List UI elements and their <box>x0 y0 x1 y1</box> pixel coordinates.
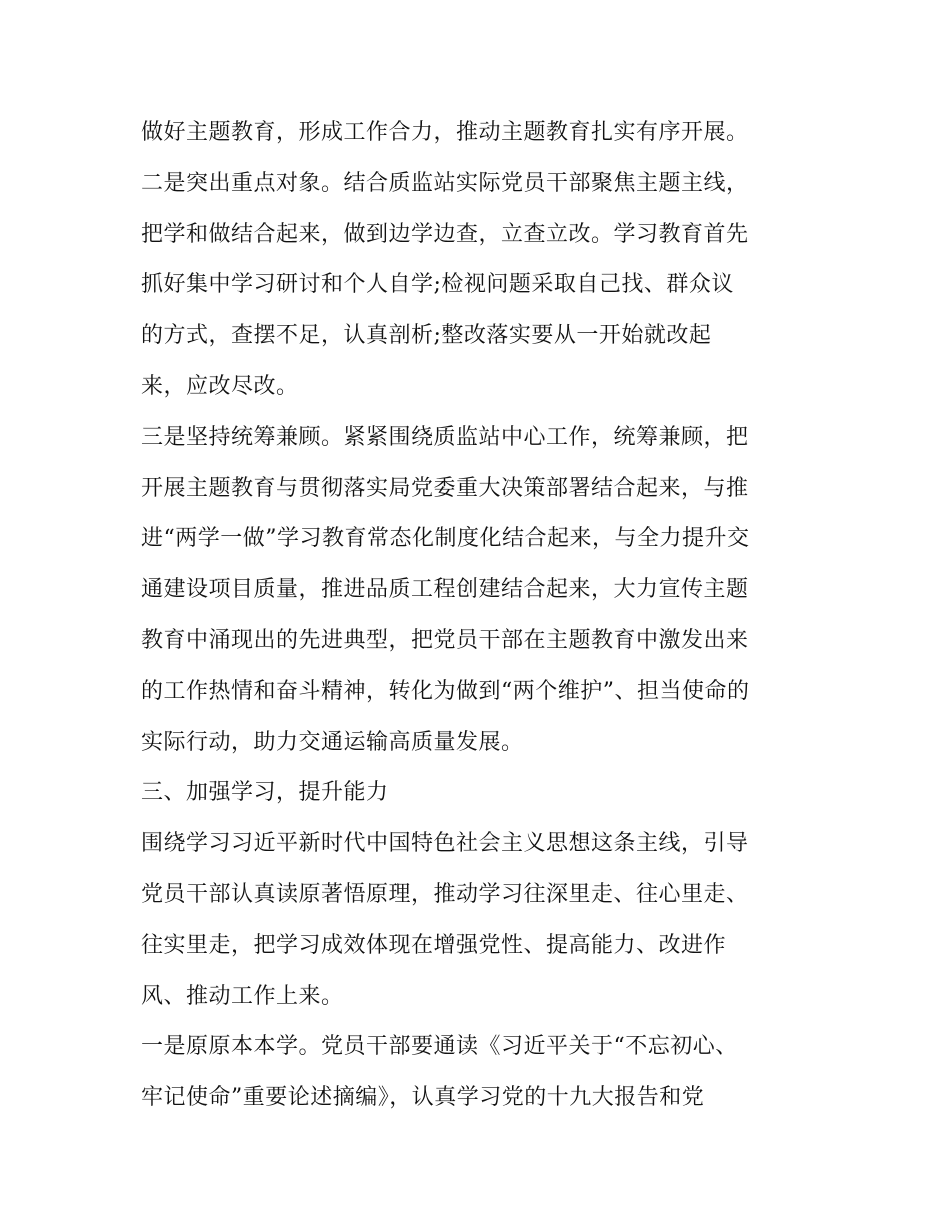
text-line: 的方式，查摆不足，认真剖析;整改落实要从一开始就改起 <box>141 323 712 349</box>
text-line: 通建设项目质量，推进品质工程创建结合起来，大力宣传主题 <box>141 577 749 603</box>
text-line: 党员干部认真读原著悟原理，推动学习往深里走、往心里走、 <box>141 881 749 907</box>
text-line: 牢记使命”重要论述摘编》，认真学习党的十九大报告和党 <box>141 1085 705 1111</box>
text-line: 开展主题教育与贯彻落实局党委重大决策部署结合起来，与推 <box>141 475 749 501</box>
text-line: 把学和做结合起来，做到边学边查，立查立改。学习教育首先 <box>141 221 749 247</box>
text-line: 实际行动，助力交通运输高质量发展。 <box>141 729 524 755</box>
document-body <box>141 108 821 1124</box>
text-line: 教育中涌现出的先进典型，把党员干部在主题教育中激发出来 <box>141 627 749 653</box>
text-line: 往实里走，把学习成效体现在增强党性、提高能力、改进作 <box>141 932 727 958</box>
section-heading: 三、加强学习，提升能力 <box>141 780 389 806</box>
text-line: 做好主题教育，形成工作合力，推动主题教育扎实有序开展。 <box>141 120 749 145</box>
text-line: 的工作热情和奋斗精神，转化为做到“两个维护”、担当使命的 <box>141 678 750 704</box>
text-line: 二是突出重点对象。结合质监站实际党员干部聚焦主题主线， <box>141 170 749 196</box>
text-line: 围绕学习习近平新时代中国特色社会主义思想这条主线，引导 <box>141 831 749 857</box>
text-line: 三是坚持统筹兼顾。紧紧围绕质监站中心工作，统筹兼顾，把 <box>141 424 749 450</box>
text-line: 抓好集中学习研讨和个人自学;检视问题采取自己找、群众议 <box>141 272 734 298</box>
text-line: 进“两学一做”学习教育常态化制度化结合起来，与全力提升交 <box>141 526 750 552</box>
text-line: 风、推动工作上来。 <box>141 983 344 1009</box>
text-line: 一是原原本本学。党员干部要通读《习近平关于“不忘初心、 <box>141 1034 738 1060</box>
text-line: 来，应改尽改。 <box>141 373 299 399</box>
